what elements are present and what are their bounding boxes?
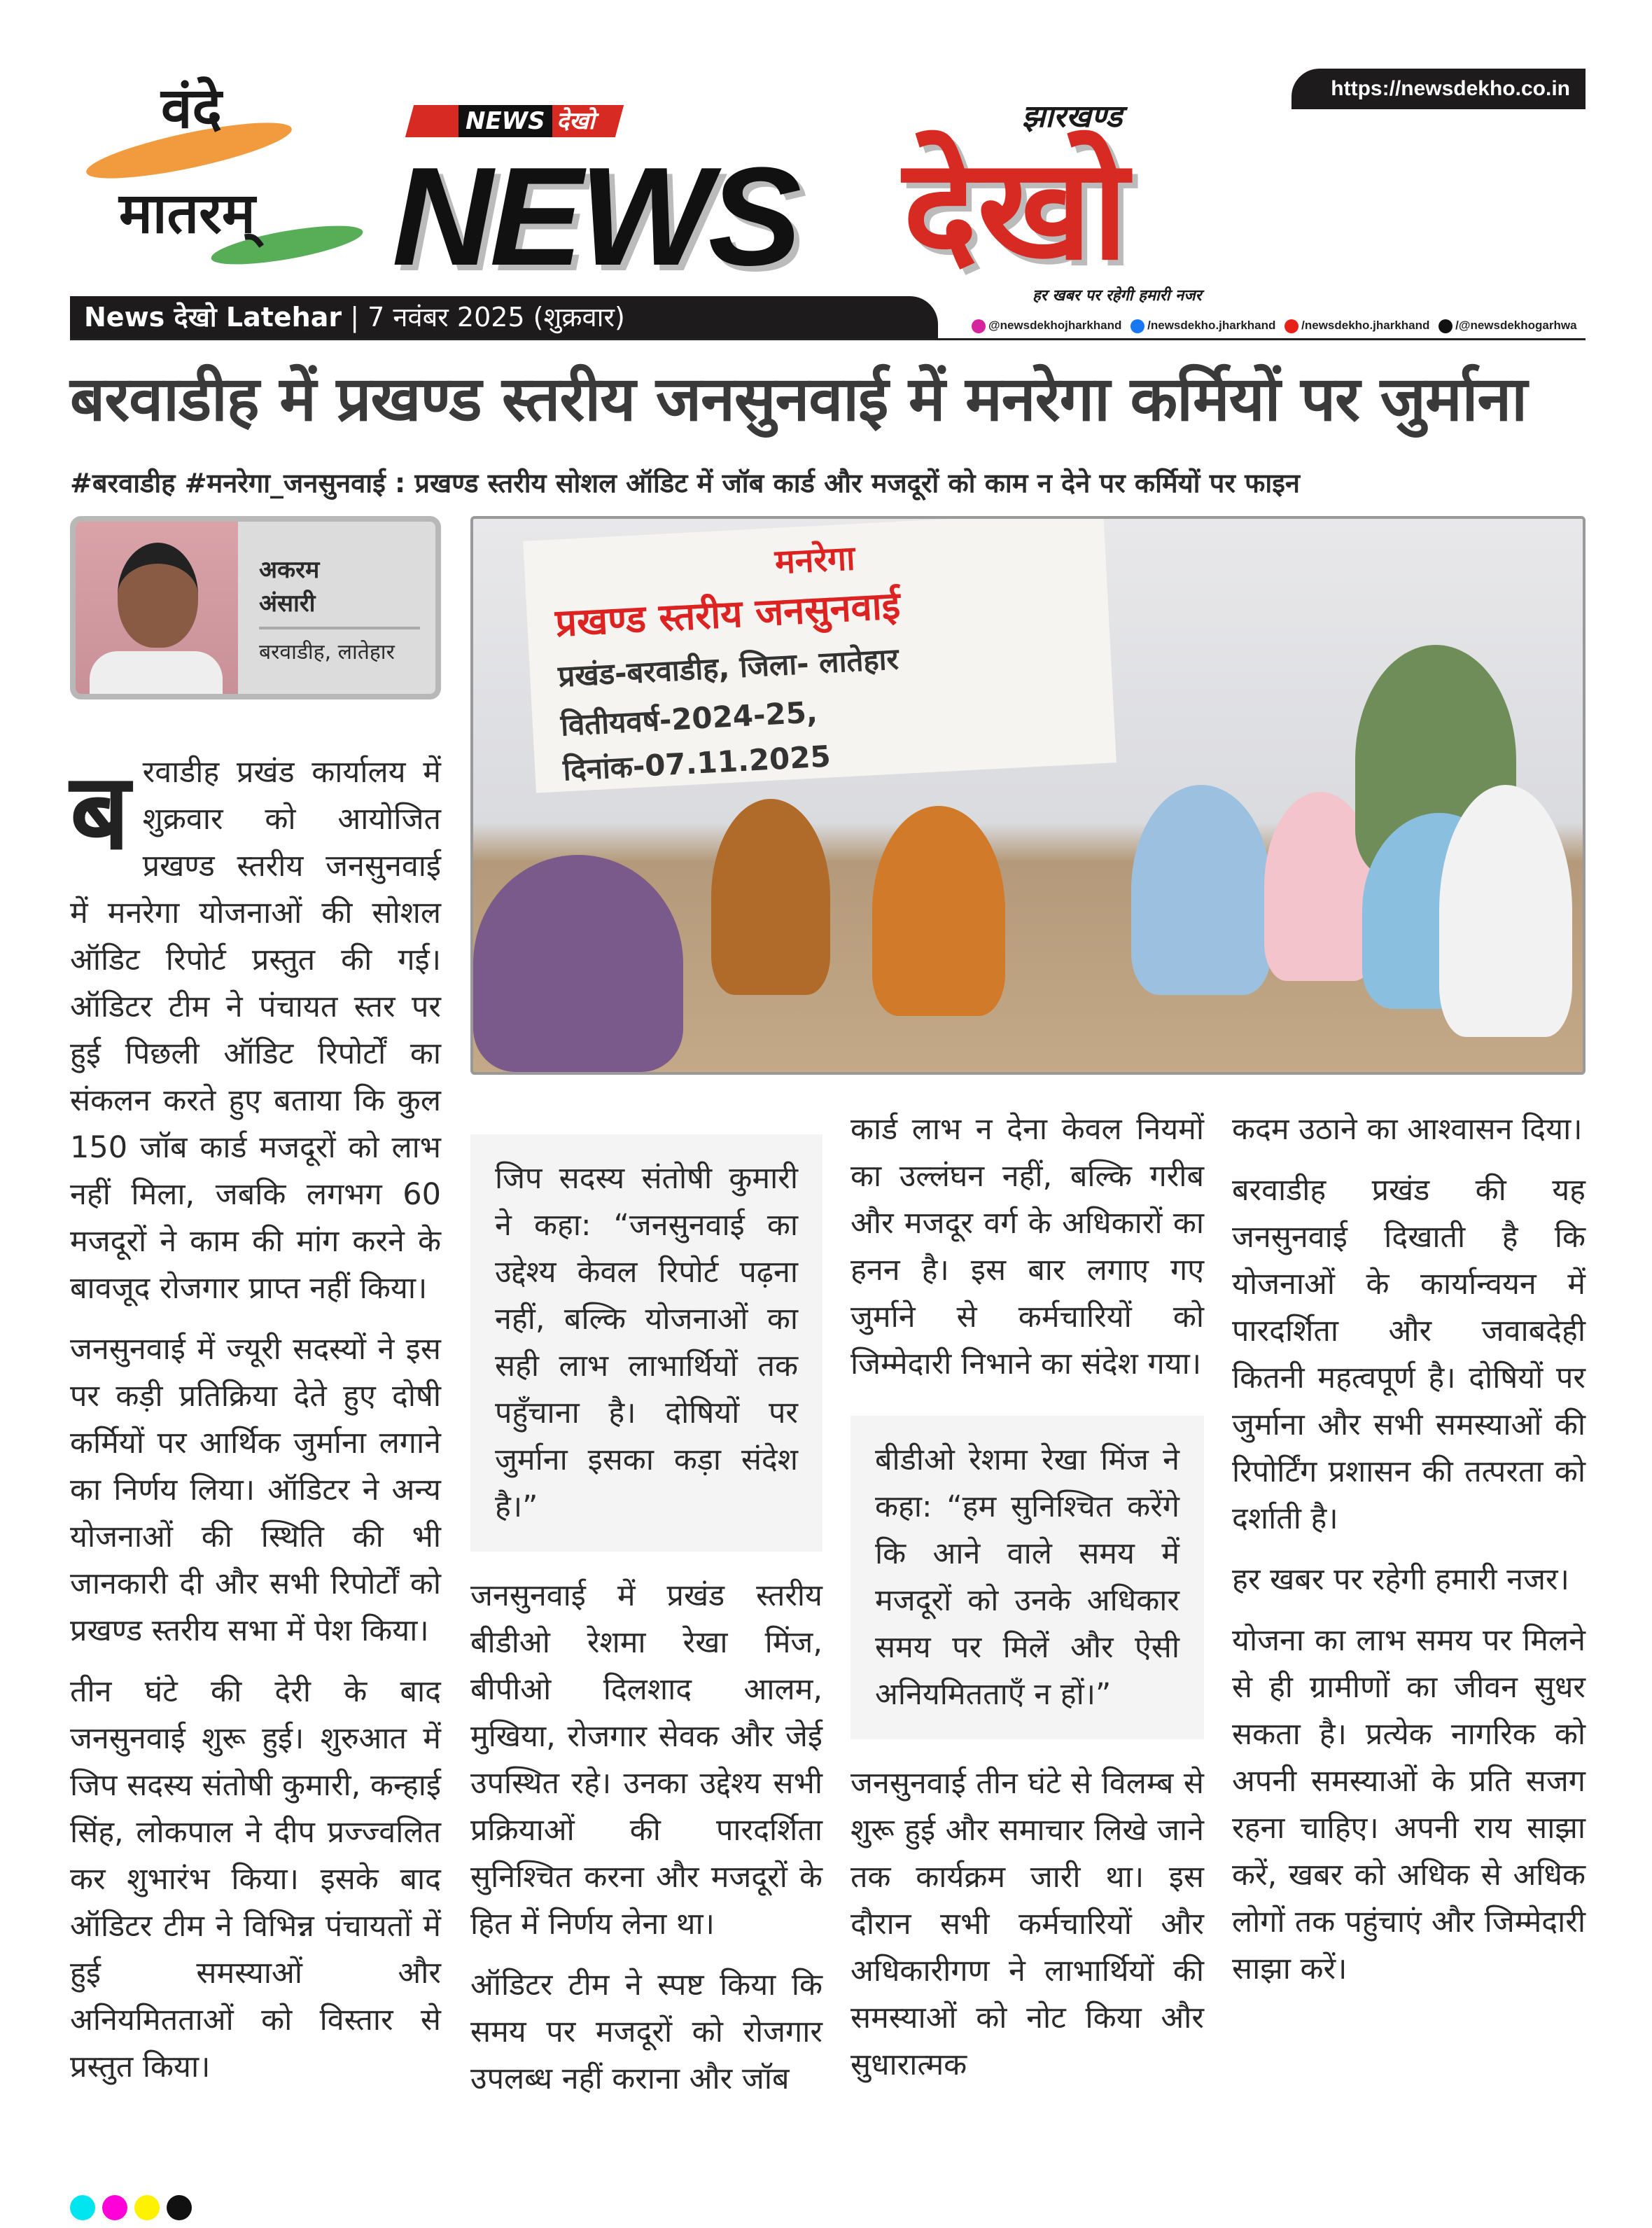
drop-cap: ब xyxy=(70,751,130,873)
author-location: बरवाडीह, लातेहार xyxy=(259,640,395,664)
subheadline: #बरवाडीह #मनरेगा_जनसुनवाई : प्रखण्ड स्तरीय सोशल ऑडिट में जॉब कार्ड और मजदूरों को काम न देने पर कर्मियों पर फाइन xyxy=(70,468,1300,499)
social-links xyxy=(966,316,1577,335)
logo-state: झारखण्ड xyxy=(1022,99,1123,134)
author-divider xyxy=(259,627,420,629)
banner-line-2: प्रखण्ड स्तरीय जनसुनवाई xyxy=(554,583,902,646)
logo-dekho: देखो xyxy=(903,128,1128,291)
paragraph: जनसुनवाई में ज्यूरी सदस्यों ने इस पर कड़ी प्रतिक्रिया देते हुए दोषी कर्मियों पर आर्थिक जुर्माना लगाने का निर्णय लिया। ऑडिटर ने अन्य योजनाओं की स्थिति की भी जानकारी दी और सभी रिपोर्टों को प्रखण्ड स्तरीय सभा में पेश किया। xyxy=(70,1332,441,1648)
logo-text-mataram: मातरम् xyxy=(119,181,255,246)
logo-news: NEWS xyxy=(392,139,798,295)
article-column-3 xyxy=(850,1106,1204,2103)
news-dekho-badge xyxy=(405,105,624,137)
paragraph: हर खबर पर रहेगी हमारी नजर। xyxy=(1232,1562,1569,1597)
article-column-1 xyxy=(70,749,441,2105)
paragraph: कदम उठाने का आश्वासन दिया। xyxy=(1232,1112,1583,1147)
headline: बरवाडीह में प्रखण्ड स्तरीय जनसुनवाई में मनरेगा कर्मियों पर जुर्माना xyxy=(70,363,1527,435)
pull-quote-bdo: बीडीओ रेशमा रेखा मिंज ने कहा: “हम सुनिश्चित करेंगे कि आने वाले समय में मजदूरों को उनके अधिकार समय पर मिलें और ऐसी अनियमितताएँ न हों।” xyxy=(850,1416,1204,1739)
x-icon xyxy=(1438,319,1452,333)
logo-text-vande: वंदे xyxy=(161,76,222,141)
dateline-separator: | xyxy=(350,302,359,333)
dateline-brand: News देखो Latehar xyxy=(84,302,342,333)
facebook-icon xyxy=(1130,319,1144,333)
author-photo xyxy=(76,522,238,694)
person xyxy=(872,806,1005,1016)
social-handle-instagram[interactable]: @newsdekhojharkhand xyxy=(988,319,1122,332)
paragraph: तीन घंटे की देरी के बाद जनसुनवाई शुरू हुई। शुरुआत में जिप सदस्य संतोषी कुमारी, कन्हाई सिंह, लोकपाल ने दीप प्रज्ज्वलित कर शुभारंभ किया। इसके बाद ऑडिटर टीम ने विभिन्न पंचायतों में हुई समस्याओं और अनियमितताओं को विस्तार से प्रस्तुत किया। xyxy=(70,1674,441,2084)
banner-line-3: प्रखंड-बरवाडीह, जिला- लातेहार xyxy=(557,641,899,694)
author-name: अकरम अंसारी xyxy=(259,556,320,618)
paragraph: जनसुनवाई तीन घंटे से विलम्ब से शुरू हुई और समाचार लिखे जाने तक कार्यक्रम जारी था। इस दौरान सभी कर्मचारियों और अधिकारीगण ने लाभार्थियों की समस्याओं को नोट किया और सुधारात्मक xyxy=(850,1766,1204,2082)
header-divider xyxy=(70,338,1586,340)
photo-banner xyxy=(523,516,1116,793)
magenta-dot xyxy=(102,2195,127,2220)
paragraph: योजना का लाभ समय पर मिलने से ही ग्रामीणों का जीवन सुधर सकता है। प्रत्येक नागरिक को अपनी समस्याओं के प्रति सजग रहना चाहिए। अपनी राय साझा करें, खबर को अधिक से अधिक लोगों तक पहुंचाएं और जिम्मेदारी साझा करें। xyxy=(1232,1623,1586,1986)
banner-line-4: वितीयवर्ष-2024-25, दिनांक-07.11.2025 xyxy=(559,695,832,788)
paragraph: जनसुनवाई में प्रखंड स्तरीय बीडीओ रेशमा रेखा मिंज, बीपीओ दिलशाद आलम, मुखिया, रोजगार सेवक और जेई उपस्थित रहे। उनका उद्देश्य सभी प्रक्रियाओं की पारदर्शिता सुनिश्चित करना और मजदूरों के हित में निर्णय लेना था। xyxy=(470,1578,822,1942)
badge-dekho: देखो xyxy=(556,107,595,135)
badge-news: NEWS xyxy=(458,105,552,137)
pull-quote-santoshi: जिप सदस्य संतोषी कुमारी ने कहा: “जनसुनवाई का उद्देश्य केवल रिपोर्ट पढ़ना नहीं, बल्कि योजनाओं का सही लाभ लाभार्थियों तक पहुँचाना है। दोषियों पर जुर्माना इसका कड़ा संदेश है।” xyxy=(470,1134,822,1552)
paragraph: रवाडीह प्रखंड कार्यालय में शुक्रवार को आयोजित प्रखण्ड स्तरीय जनसुनवाई में मनरेगा योजनाओं की सोशल ऑडिट रिपोर्ट प्रस्तुत की गई। ऑडिटर टीम ने पंचायत स्तर पर हुई पिछली ऑडिट रिपोर्टों का संकलन करते हुए बताया कि कुल 150 जॉब कार्ड मजदूरों को लाभ नहीं मिला, जबकि लगभग 60 मजदूरों ने काम की मांग करने के बावजूद रोजगार प्राप्त नहीं किया। xyxy=(70,755,441,1306)
social-handle-x[interactable]: /@newsdekhogarhwa xyxy=(1455,319,1577,332)
dateline-bar xyxy=(70,296,938,338)
youtube-icon xyxy=(1284,319,1298,333)
vande-mataram-logo xyxy=(70,70,364,266)
yellow-dot xyxy=(134,2195,160,2220)
black-dot xyxy=(167,2195,192,2220)
person xyxy=(1131,785,1271,995)
paragraph: ऑडिटर टीम ने स्पष्ट किया कि समय पर मजदूरों को रोजगार उपलब्ध नहीं कराना और जॉब xyxy=(470,1968,822,2096)
article-column-4 xyxy=(1232,1106,1586,2007)
paragraph: कार्ड लाभ न देना केवल नियमों का उल्लंघन नहीं, बल्कि गरीब और मजदूर वर्ग के अधिकारों का हनन है। इस बार लगाए गए जुर्माने से कर्मचारियों को जिम्मेदारी निभाने का संदेश गया। xyxy=(850,1112,1204,1381)
website-link[interactable]: https://newsdekho.co.in xyxy=(1292,69,1586,109)
instagram-icon xyxy=(972,319,986,333)
person xyxy=(473,855,683,1072)
banner-line-1: मनरेगा xyxy=(774,538,856,583)
social-handle-youtube[interactable]: /newsdekho.jharkhand xyxy=(1301,319,1430,332)
article-column-2 xyxy=(470,1134,822,2117)
logo-tagline: हर खबर पर रहेगी हमारी नजर xyxy=(1032,287,1202,305)
paragraph: बरवाडीह प्रखंड की यह जनसुनवाई दिखाती है कि योजनाओं के कार्यान्वयन में पारदर्शिता और जवाबदेही कितनी महत्वपूर्ण है। दोषियों पर जुर्माना और सभी समस्याओं की रिपोर्टिंग प्रशासन की तत्परता को दर्शाती है। xyxy=(1232,1173,1586,1536)
cyan-dot xyxy=(70,2195,95,2220)
social-handle-facebook[interactable]: /newsdekho.jharkhand xyxy=(1147,319,1276,332)
person xyxy=(1439,785,1572,1037)
person xyxy=(711,799,830,995)
author-card xyxy=(70,516,441,699)
article-photo xyxy=(470,516,1586,1075)
cmyk-print-marks xyxy=(70,2195,199,2223)
dateline-date: 7 नवंबर 2025 (शुक्रवार) xyxy=(368,302,625,333)
